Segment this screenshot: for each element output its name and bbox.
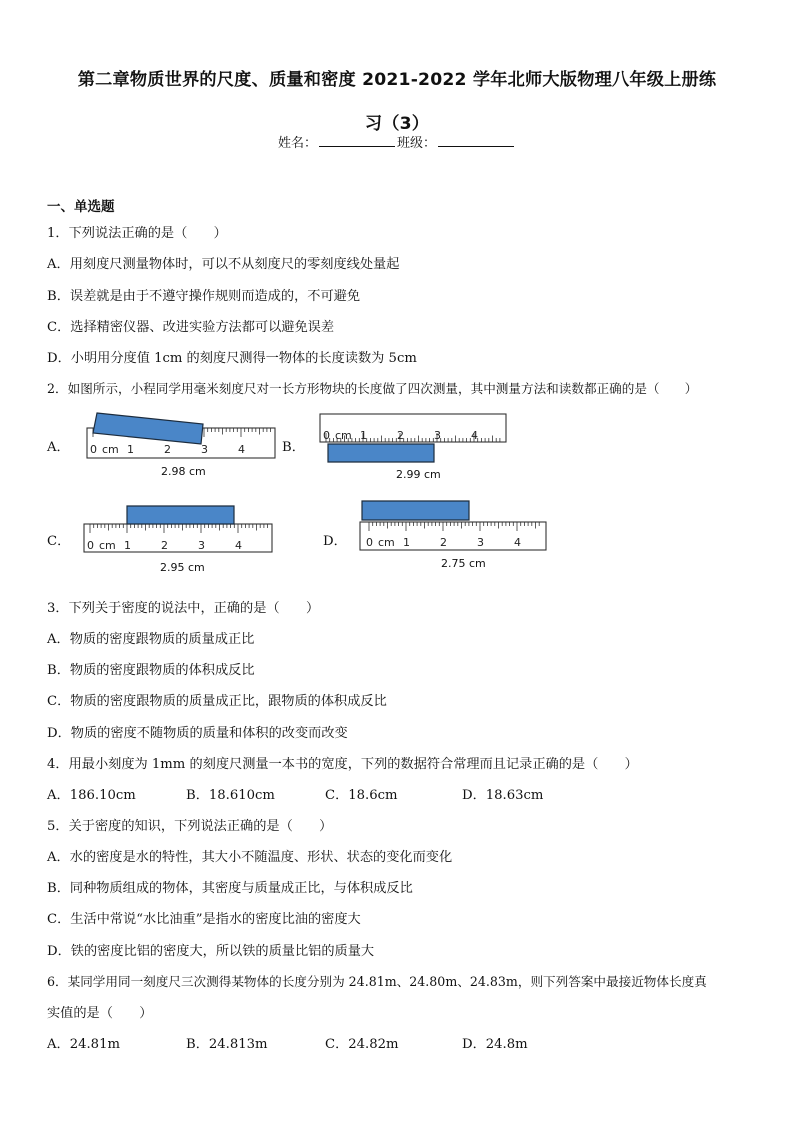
q2-figure-a-letter: A．	[47, 440, 70, 455]
q6-option-b: B．24.813m	[186, 1037, 268, 1052]
q6-option-d: D．24.8m	[462, 1037, 528, 1052]
ruler-label-3: 3	[434, 429, 441, 442]
ruler-label-1: 1	[127, 443, 134, 456]
ruler-label-unit: cm	[102, 443, 119, 456]
ruler-label-3: 3	[201, 443, 208, 456]
ruler-label-4: 4	[471, 429, 478, 442]
ruler-label-unit: cm	[99, 539, 116, 552]
q3-option-b: B．物质的密度跟物质的体积成反比	[47, 663, 255, 678]
q4-stem: 4．用最小刻度为 1mm 的刻度尺测量一本书的宽度，下列的数据符合常理而且记录正确的是（ ）	[47, 757, 638, 772]
q3-option-d: D．物质的密度不随物质的质量和体积的改变而改变	[47, 726, 348, 741]
q2-figure-c-letter: C．	[47, 534, 71, 549]
q1-stem: 1．下列说法正确的是（ ）	[47, 226, 227, 241]
ruler-label-2: 2	[164, 443, 171, 456]
ruler-label-zero: 0	[366, 536, 373, 549]
q4-options	[47, 784, 543, 803]
ruler-label-4: 4	[514, 536, 521, 549]
q2-figure-a-caption: 2.98 cm	[161, 465, 206, 478]
q1-option-c: C．选择精密仪器、改进实验方法都可以避免误差	[47, 320, 335, 335]
name-class-row	[0, 132, 794, 151]
q6-option-a: A．24.81m	[47, 1037, 120, 1052]
q2-figure-b-letter: B．	[282, 440, 305, 455]
ruler-label-4: 4	[235, 539, 242, 552]
ruler-label-3: 3	[477, 536, 484, 549]
q4-option-a: A．186.10cm	[47, 788, 136, 803]
ruler-label-2: 2	[161, 539, 168, 552]
q3-stem: 3．下列关于密度的说法中，正确的是（ ）	[47, 601, 320, 616]
q1-option-d: D．小明用分度值 1cm 的刻度尺测得一物体的长度读数为 5cm	[47, 351, 417, 366]
q2-figure-d	[358, 498, 553, 553]
title-line-1: 第二章物质世界的尺度、质量和密度 2021-2022 学年北师大版物理八年级上册练	[77, 70, 717, 90]
ruler-label-3: 3	[198, 539, 205, 552]
q2-figure-c	[82, 503, 277, 555]
q2-figure-d-caption: 2.75 cm	[441, 557, 486, 570]
q5-option-b: B．同种物质组成的物体，其密度与质量成正比，与体积成反比	[47, 881, 413, 896]
q2-stem: 2．如图所示，小程同学用毫米刻度尺对一长方形物块的长度做了四次测量，其中测量方法和读数都正确的是（ ）	[47, 381, 698, 396]
q5-stem: 5．关于密度的知识，下列说法正确的是（ ）	[47, 819, 333, 834]
q6-options	[47, 1033, 528, 1052]
name-blank[interactable]	[319, 134, 395, 147]
ruler-label-1: 1	[124, 539, 131, 552]
q6-stem-continued: 实值的是（ ）	[47, 1006, 153, 1021]
class-label: 班级：	[397, 136, 437, 151]
q3-option-a: A．物质的密度跟物质的质量成正比	[47, 632, 255, 647]
ruler-label-unit: cm	[335, 429, 352, 442]
q5-option-d: D．铁的密度比铝的密度大，所以铁的质量比铝的质量大	[47, 944, 375, 959]
title-line-2: 习（3）	[364, 114, 430, 134]
q5-option-c: C．生活中常说“水比油重”是指水的密度比油的密度大	[47, 912, 361, 927]
measured-block	[328, 444, 434, 462]
ruler-label-unit: cm	[378, 536, 395, 549]
q1-option-a: A．用刻度尺测量物体时，可以不从刻度尺的零刻度线处量起	[47, 257, 400, 272]
q2-figure-a	[85, 410, 280, 462]
ruler-label-2: 2	[397, 429, 404, 442]
ruler-label-4: 4	[238, 443, 245, 456]
q2-figure-b	[318, 412, 513, 464]
ruler-label-zero: 0	[323, 429, 330, 442]
ruler-label-1: 1	[403, 536, 410, 549]
q6-stem: 6．某同学用同一刻度尺三次测得某物体的长度分别为 24.81m、24.80m、24.83m，则下列答案中最接近物体长度真	[47, 974, 707, 989]
section-heading: 一、单选题	[47, 199, 115, 215]
q5-option-a: A．水的密度是水的特性，其大小不随温度、形状、状态的变化而变化	[47, 850, 453, 865]
ruler-label-zero: 0	[90, 443, 97, 456]
q3-option-c: C．物质的密度跟物质的质量成正比，跟物质的体积成反比	[47, 694, 387, 709]
q6-option-c: C．24.82m	[325, 1037, 399, 1052]
q1-option-b: B．误差就是由于不遵守操作规则而造成的，不可避免	[47, 289, 361, 304]
q2-figure-c-caption: 2.95 cm	[160, 561, 205, 574]
class-blank[interactable]	[438, 134, 514, 147]
q4-option-c: C．18.6cm	[325, 788, 398, 803]
ruler-label-zero: 0	[87, 539, 94, 552]
ruler-label-1: 1	[360, 429, 367, 442]
q4-option-d: D．18.63cm	[462, 788, 544, 803]
ruler-label-2: 2	[440, 536, 447, 549]
measured-block	[127, 506, 234, 524]
name-label: 姓名：	[277, 136, 317, 151]
measured-block	[362, 501, 469, 520]
q2-figure-d-letter: D．	[323, 534, 347, 549]
q4-option-b: B．18.610cm	[186, 788, 275, 803]
q2-figure-b-caption: 2.99 cm	[396, 468, 441, 481]
